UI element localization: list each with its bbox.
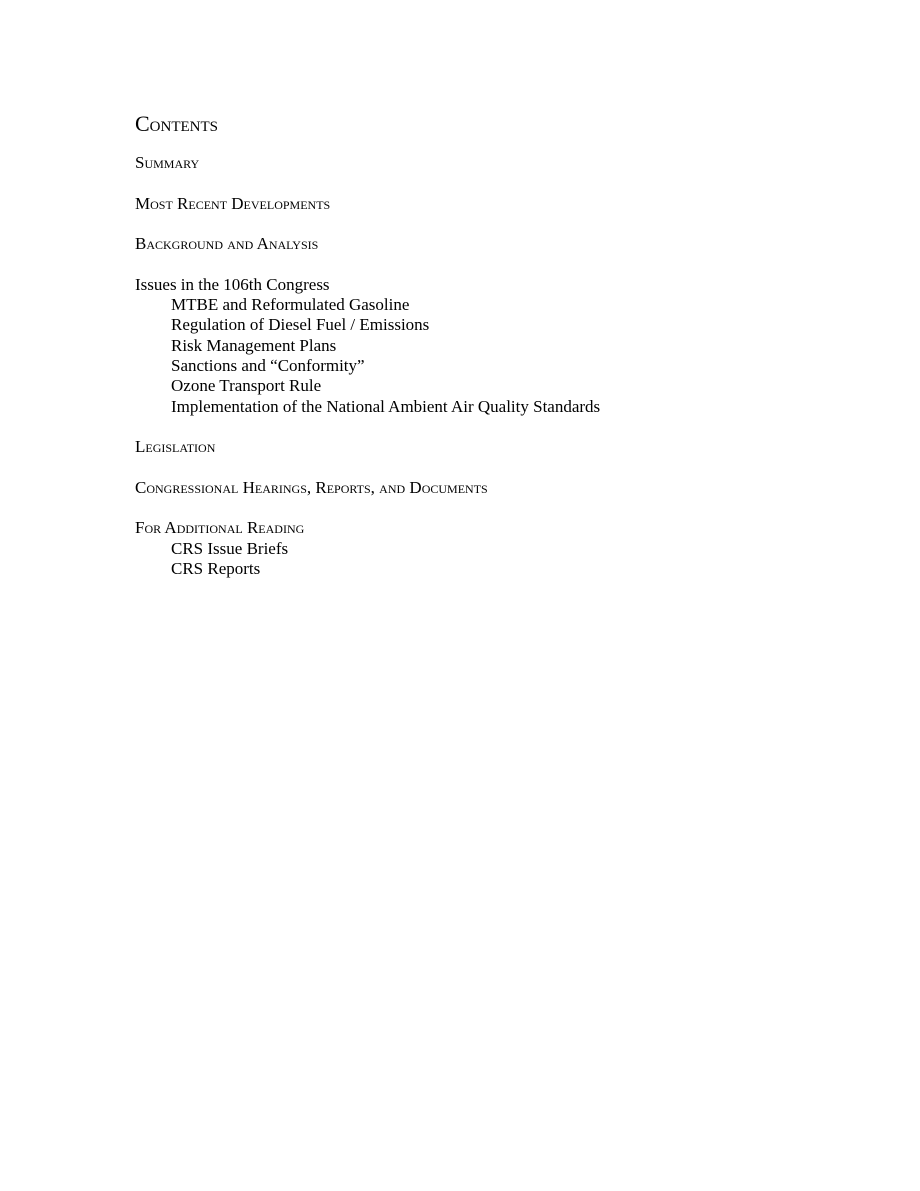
toc-subentry-crs-issue-briefs: CRS Issue Briefs: [171, 538, 289, 558]
toc-subentry-diesel: Regulation of Diesel Fuel / Emissions: [171, 315, 430, 335]
toc-entry-summary: Summary: [135, 153, 200, 172]
toc-entry-legislation: Legislation: [135, 437, 216, 457]
toc-entry-issues-106th-congress: Issues in the 106th Congress: [135, 274, 330, 294]
toc-subentry-mtbe: MTBE and Reformulated Gasoline: [171, 295, 410, 315]
toc-entry-additional-reading: For Additional Reading: [135, 518, 305, 538]
toc-subentry-naaqs: Implementation of the National Ambient Air Quality Standards: [171, 396, 601, 416]
toc-entry-most-recent-developments: Most Recent Developments: [135, 193, 331, 213]
toc-subentry-sanctions-conformity: Sanctions and “Conformity”: [171, 355, 365, 375]
toc-entry-congressional-hearings: Congressional Hearings, Reports, and Documents: [135, 477, 488, 497]
contents-list: [135, 153, 855, 579]
contents-title: Contents: [135, 111, 219, 136]
toc-subentry-crs-reports: CRS Reports: [171, 558, 261, 578]
table-of-contents: [135, 110, 855, 579]
toc-entry-background-and-analysis: Background and Analysis: [135, 234, 319, 254]
toc-subentry-risk-management: Risk Management Plans: [171, 335, 337, 355]
toc-subentry-ozone-transport: Ozone Transport Rule: [171, 376, 322, 396]
